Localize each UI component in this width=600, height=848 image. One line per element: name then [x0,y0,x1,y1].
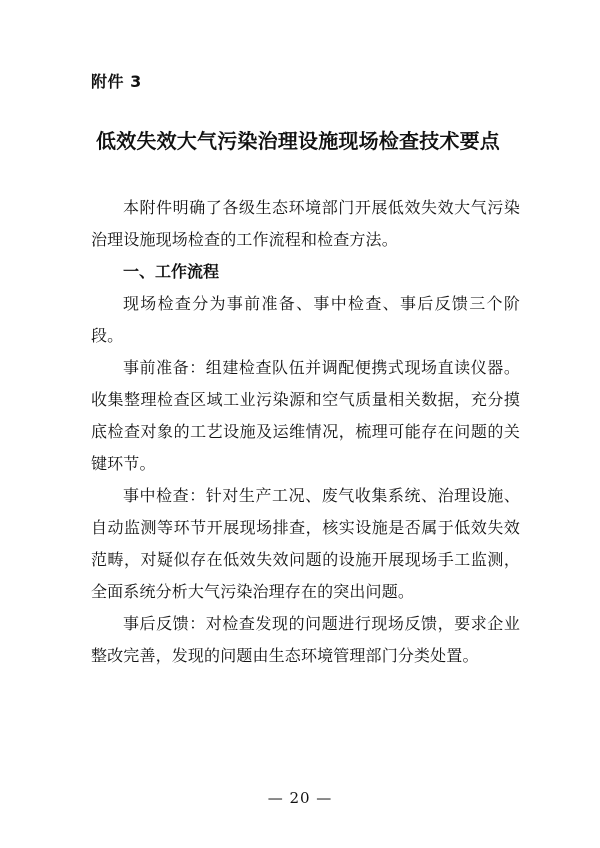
post-check-paragraph: 事后反馈：对检查发现的问题进行现场反馈，要求企业整改完善，发现的问题由生态环境管理部门分类处置。 [91,614,520,665]
workflow-overview-paragraph: 现场检查分为事前准备、事中检查、事后反馈三个阶段。 [91,294,520,345]
pre-check-paragraph: 事前准备：组建检查队伍并调配便携式现场直读仪器。收集整理检查区域工业污染源和空气质量相关数据，充分摸底检查对象的工艺设施及运维情况，梳理可能存在问题的关键环节。 [91,358,520,473]
page-number: — 20 — [267,789,333,807]
attachment-label: 附件 3 [91,72,142,91]
document-body [91,192,520,672]
section-heading-workflow: 一、工作流程 [123,262,220,281]
on-site-check-paragraph: 事中检查：针对生产工况、废气收集系统、治理设施、自动监测等环节开展现场排查，核实设施是否属于低效失效范畴，对疑似存在低效失效问题的设施开展现场手工监测，全面系统分析大气污染治理存在的突出问题。 [91,486,520,601]
document-title: 低效失效大气污染治理设施现场检查技术要点 [96,129,500,153]
intro-paragraph: 本附件明确了各级生态环境部门开展低效失效大气污染治理设施现场检查的工作流程和检查方法。 [91,198,520,249]
